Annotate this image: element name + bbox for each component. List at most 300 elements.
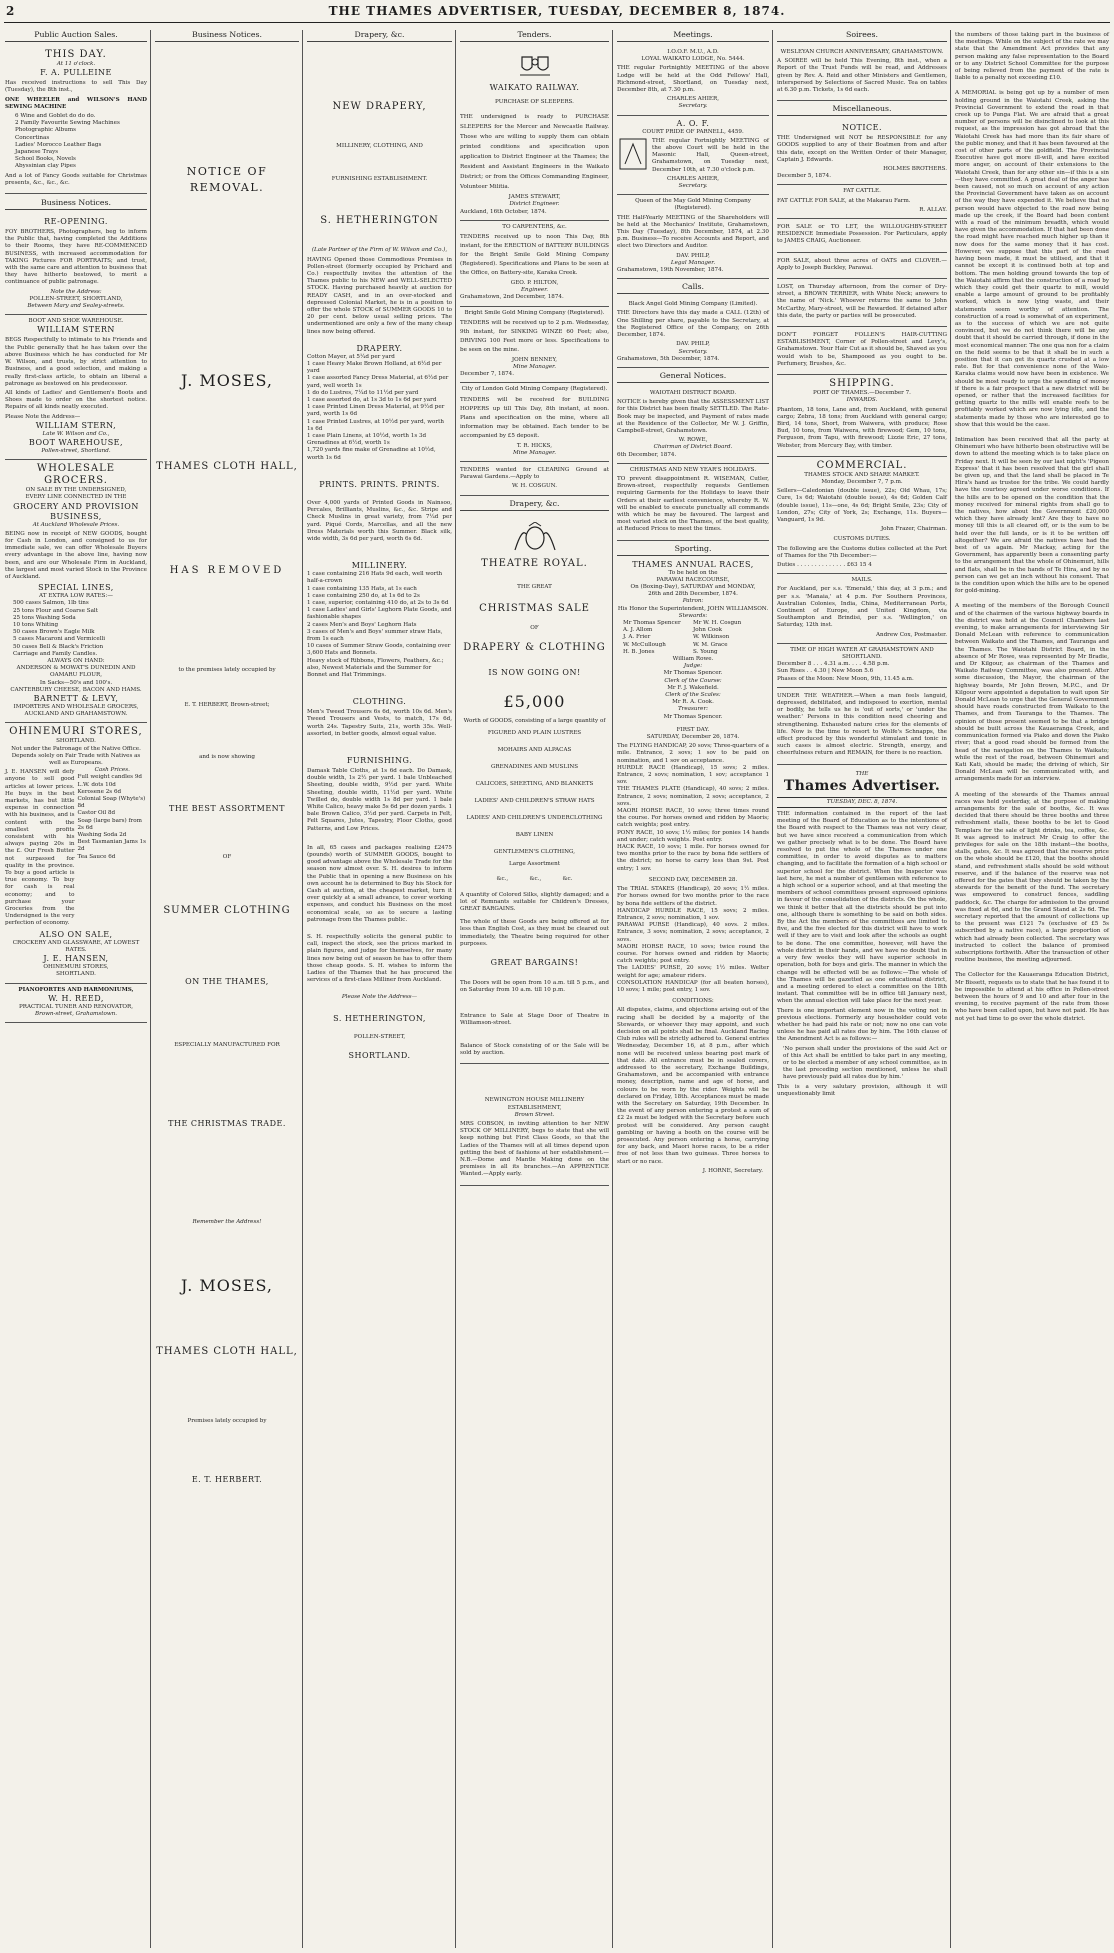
ad-title: Black Angel Gold Mining Company (Limited). bbox=[628, 301, 758, 308]
ad-line: Sun Rises . . 4.30 | New Moon 5.6 bbox=[777, 668, 874, 675]
ad-text: THE undersigned is ready to PURCHASE SLEEPERS for the Mercer and Newcastle Railway. Those who are willing to supply them can obtain printed conditions and specification upon application to District Engineer at the Thames; the Resident and Assistant Engineers in the Waikato District; or from the Offices Commanding Engineer, Volunteer Militia. bbox=[460, 114, 609, 191]
ad-title: THIS DAY. bbox=[45, 49, 107, 60]
list-item: BABY LINEN bbox=[515, 832, 554, 839]
ad-line: Brown Street. bbox=[514, 1111, 555, 1118]
foy-ad bbox=[5, 214, 147, 315]
ad-title: RE-OPENING. bbox=[44, 217, 108, 227]
ad-title: WHOLESALE GROCERS. bbox=[36, 463, 116, 487]
ad-line: OHINEMURI STORES, bbox=[43, 964, 109, 971]
coat-of-arms-icon bbox=[516, 53, 554, 79]
section-heading: Drapery, &c. bbox=[307, 30, 452, 42]
ad-text: All kinds of Ladies' and Gentlemen's Boots and Shoes made to order on the shortest notice. Repairs of all kinds neatly executed. bbox=[5, 389, 147, 411]
column-4 bbox=[457, 30, 612, 1948]
ad-line: Depends solely on Fair Trade with Natives as well as Europeans. bbox=[11, 752, 141, 767]
ad-line: Legal Manager. bbox=[670, 259, 716, 266]
ad-text: THE Half-Yearly MEETING of the Shareholders will be held at the Mechanics' Institute, Grahamstown, This Day (Tuesday), 8th December, 1874, at 2.30 p.m. Business—To receive Accounts and Report, and elect two Directors and Auditor. bbox=[617, 214, 769, 250]
item-list bbox=[5, 113, 147, 171]
ad-text: The Doors will be open from 10 a.m. till 5 p.m., and on Saturday from 10 a.m. till 10 p.m. bbox=[460, 980, 609, 994]
ad-heading: SECOND DAY, DECEMBER 28. bbox=[648, 876, 738, 883]
ad-name: R. ALLAY. bbox=[919, 206, 947, 213]
ad-line: Between Mary and Sealey-streets. bbox=[27, 303, 125, 310]
editorial-paragraph: Intimation has been received that all the party at Ohinemuri who have hitherto been obstructive will be down to attend the meeting which is to take place on Friday next. It will be seen by our last night's 'Pigeon Express' that it has been resolved that the girl shall be given up, and that the land shall be placed in Te Hira's hand as trustee for the tribe. We could hardly have the courtesy agreed under worse conditions. If the hills are to be opened on the condition that the money received for mineral rights from shall go to the natives, how about the Government £20,000 which they have already lent? Are they to have no money till this is all cleared off, or is the sum to be held over the full lands, or is it to be written off altogether? We are afraid the natives have had the best of us again. Mr Mackay, acting for the Government, has apparently been a consenting party to the arrangement that the whole of Ohinemuri, hills and flats, shall be in the hands of Te Hira, and by no person can we get an inch without his consent. That is the condition upon which the hills are to be opened for gold-mining. bbox=[955, 436, 1109, 595]
ad-line: IS NOW GOING ON! bbox=[488, 668, 581, 678]
section-heading: Business Notices. bbox=[155, 30, 299, 42]
ad-text: FOY BROTHERS, Photographers, beg to inform the Public that, having completed the Additions to their Rooms, they have RE-COMMENCED BUSINESS, with increased accommodation for TAKING Pictures FOR PORTRAITS; and trust, with the same care and attention to business that they have hitherto bestowed, to merit a continuance of public patronage. bbox=[5, 229, 147, 286]
column-rule bbox=[950, 30, 951, 1948]
ad-line: PURCHASE OF SLEEPERS. bbox=[495, 99, 574, 105]
ad-name: T. R. HICKS, bbox=[516, 442, 553, 449]
ad-line: ANDERSON & MOWAT'S DUNEDIN AND OAMARU FLOUR, bbox=[16, 665, 136, 679]
section-heading: Miscellaneous. bbox=[777, 104, 947, 116]
ad-line: POLLEN-STREET, SHORTLAND, bbox=[29, 295, 123, 302]
ad-date: 6th December, 1874. bbox=[617, 451, 677, 458]
list-item: Full weight candles 9d bbox=[77, 774, 142, 781]
residence-ad bbox=[777, 219, 947, 253]
ad-date: Grahamstown, 2nd December, 1874. bbox=[460, 294, 564, 301]
ad-heading: DRAPERY. bbox=[356, 343, 403, 353]
ad-name: BOOT WAREHOUSE, bbox=[28, 437, 124, 447]
ad-name: CHARLES AHIER, bbox=[666, 96, 720, 103]
ad-name: HOLMES BROTHERS. bbox=[883, 166, 947, 173]
list-item: A. J. Allom bbox=[623, 627, 653, 634]
ad-name: CHARLES AHIER, bbox=[666, 175, 720, 182]
list-item: Washing Soda 2d bbox=[77, 832, 127, 839]
ad-line: THE BEST ASSORTMENT bbox=[168, 803, 285, 813]
ad-line: His Honor the Superintendent, JOHN WILLIAMSON. bbox=[617, 605, 769, 612]
royal-arms-icon bbox=[512, 522, 558, 554]
section-heading: Calls. bbox=[617, 282, 769, 294]
editorial-paragraph: A meeting of the stewards of the Thames annual races was held yesterday, at the purpose of making arrangements for the sale of booths, &c. It was decided that there should be three booths and three refreshment stalls, these booths to be let to Good Templars for the sale of light drinks, tea, coffee, &c. It was agreed to instruct Mr Craig to offer the privileges for sale on the 18th instant—the booths, stalls, gates, &c. It was agreed that the reserve price on the whole should be £120, that the booths should stand, and refreshment stalls should be sold without reserve, and if the balance of the reserve was not offered for the gates that they should be taken by the stewards for the benefit of the fund. The secretary was empowered to construct fences, saddling paddock, &c. The charge for admission to the ground was fixed at 6d, and to the Grand Stand at 2s 6d. The secretary reported that the amount of collections up to the present was £121 7s (exclusive of £5 5s subscribed by a native race), a large proportion of which had already been collected. The secretary was instructed to collect the balance of promised subscriptions forthwith. After the transaction of other routine business, the meeting adjourned. bbox=[955, 791, 1109, 964]
section-heading: Tenders. bbox=[460, 30, 609, 42]
grocers-ad bbox=[5, 460, 147, 723]
lost-ad bbox=[777, 279, 947, 327]
editorial-paragraph: A meeting of the members of the Borough Council and of the chairmen of the various highway boards in the district was held at the Council Chambers last evening, to make arrangements for interviewing Sir Donald McLean with reference to communication between Waikato and the Thames, and Tauranga and the Thames. The Waiotahi District Board, in the absence of Mr Rowe, was represented by Mr Bradie, and Dr Kilgour, as chairman of the Thames and Waikato Railway Committee, was also present. After some discussion, the Mayor, the chairman of the highway boards, Mr John Brown, M.P.C., and Dr Kilgour were appointed a deputation to wait upon Sir Donald McLean to urge that the General Government should have roads constructed from Waikato to the Thames, and from Tauranga to the Thames. The opinion of those present seemed to be that a bridge should be built across the Kauaeranga Creek, and communication formed via Piako and down the Piako river; that a good road should be formed from the head of the navigation on the Thames to Waikato; while the rest of the road, between Ohinemuri and Kati Kati, should be made; the driving of which, Sir Donald McLean will be communicated with, and arrangements made for an interview. bbox=[955, 603, 1109, 783]
ad-text: BEGS Respectfully to intimate to his Friends and the Public generally that he has taken over the above Business which he has conducted for Mr W. Wilson, and trusts, by strict attention to Business, and a good selection, and making a really first-class article, to obtain an liberal a patronage as bestowed on his predecessor. bbox=[5, 337, 147, 387]
ad-line: Judge: bbox=[683, 663, 703, 670]
auction-ad bbox=[5, 46, 147, 194]
ad-heading: CUSTOMS DUTIES. bbox=[833, 536, 891, 543]
ad-line: Stewards: bbox=[678, 612, 708, 619]
ad-text: HAVING Opened those Commodious Premises in Pollen-street (formerly occupied by Prichard and Co.) respectfully invites the attention of the Thames public to his NEW and WELL-SELECTED STOCK. Having purchased heavily at auction for READY CASH, and in an over-stocked and depressed Colonial Market, he is in a position to offer the whole STOCK of SUMMER GOODS 10 to 20 per cent. below usual selling prices. The undermentioned are only a few of the many cheap lines now being offered. bbox=[307, 256, 452, 335]
ad-line: ON THE THAMES, bbox=[185, 976, 269, 986]
item-list bbox=[5, 600, 147, 658]
ad-title: CHRISTMAS AND NEW YEAR'S HOLIDAYS. bbox=[629, 466, 757, 473]
list-item: 500 cases Salmon, 1lb tins bbox=[13, 600, 89, 607]
list-item: Soap (large bars) from 2s 6d bbox=[77, 817, 142, 831]
column-rule bbox=[455, 30, 456, 1948]
two-col-block bbox=[5, 767, 147, 929]
ad-line: POLLEN-STREET, bbox=[353, 1033, 406, 1040]
wesleyan-ad bbox=[777, 46, 947, 101]
ad-title: I.O.O.F. M.U., A.D. bbox=[667, 49, 719, 55]
ad-name: WILLIAM STERN bbox=[37, 325, 115, 335]
ad-text: THE Directors have this day made a CALL (12th) of One Shilling per share, payable to the Secretary, at the Registered Office of the Company, on 26th December, 1874. bbox=[617, 310, 769, 339]
ad-line: Monday, December 7, 7 p.m. bbox=[821, 478, 903, 485]
ad-text: Over 4,000 yards of Printed Goods in Nainsoo, Percales, Brilliants, Muslins, &c., &c. Stripe and Check Muslins in great variety, from 7¼d per yard. Piqué Cords, Marcellas, and all the new Dress Materials worth this Summer. Black silk, wide width, 3s 6d per yard, worth 6s 6d. bbox=[307, 499, 452, 542]
section-heading: Business Notices. bbox=[5, 198, 147, 210]
ad-line: SUMMER CLOTHING bbox=[163, 904, 291, 916]
editorial-paragraph: There is one important element now in the voting not in previous elections. Formerly any householder could vote whether he had paid his rate or not; now no one can vote unless he has paid all rates due by him. The 16th clause of the Amendment Act is as follows:— bbox=[777, 1007, 947, 1043]
ad-line: and is now showing bbox=[199, 754, 255, 761]
list-item: Japanese Trays bbox=[15, 149, 59, 156]
ad-text: FOR SALE or TO LET, the WILLOUGHBY-STREET RESIDENCE Immediate Possession. For Particulars, apply to JAMES CRAIG, Auctioneer. bbox=[777, 224, 947, 245]
list-item: 1 case Heavy Make Brown Holland, at 6½d per yard bbox=[307, 361, 442, 375]
list-item: W. M. Grace bbox=[693, 641, 728, 648]
ad-text: BEING now in receipt of NEW GOODS, bought for Cash in London, and consigned to us for immediate sale, we can offer Wholesale Buyers every advantage in the above line, having now been, and are our Wholesale Firm in Auckland, the largest and most varied Stock in the Province of Auckland. bbox=[5, 530, 147, 580]
ad-line: E. T. HERBERT, Brown-street; bbox=[184, 702, 270, 709]
ad-heading: MILLINERY. bbox=[351, 561, 408, 571]
list-item: 1 do do Lustres, 7¼d to 11½d per yard bbox=[307, 389, 419, 396]
ad-line: Secretary. bbox=[678, 183, 708, 190]
ad-text: All disputes, claims, and objections arising out of the racing shall be decided by a majority of the Stewards, or whoever they may appoint, and such decision on all points shall be final. Auckland Racing Club rules will be strictly adhered to. General entries Wednesday, December 16, at 8 p.m., after which none will be received unless bearing post mark of that date. All entrance must be in sealed covers, addressed to the secretary, Exchange Buildings, Grahamstown, and be accompanied with entrance money, description, name and age of horse, and colours to be worn by the rider. Weights will be declared on Friday, 18th. Acceptances must be made with the Secretary on Saturday, 19th December. In the event of any person entering a protest a sum of £2 2s must be lodged with the Secretary before such protest will be considered. Any person caught gambling or having a booth on the course will be prosecuted. Any person entering a horse, carrying for any back, and Maori horse races, to be a rider free of not less than two guineas. Three horses to start or no race. bbox=[617, 1007, 769, 1165]
ad-line: ALWAYS ON HAND: bbox=[47, 657, 105, 664]
theatre-sale-ad bbox=[460, 515, 609, 1065]
ad-line: MILLINERY, CLOTHING, AND bbox=[336, 143, 423, 149]
ad-title: PIANOFORTES AND HARMONIUMS, bbox=[18, 986, 134, 993]
list-item: 10 cases of Summer Straw Goods, containing over 3,600 Hats and Bonnets. bbox=[307, 643, 451, 657]
queen-may-ad bbox=[617, 195, 769, 279]
ad-title: THEATRE ROYAL. bbox=[481, 557, 588, 569]
column-5 bbox=[614, 30, 772, 1948]
ad-line: FURNISHING ESTABLISHMENT. bbox=[331, 176, 428, 183]
ad-text: J. E. HANSEN will defy anyone to sell good articles at lower prices. He buys in the best markets, has but little expense in connection with his business, and is content with the smallest profits consistent with his always paying 20s in the £. Our Fresh Butter not surpassed for quality in the province. To buy a good article is true economy. To buy for cash is real economy; and to purchase your Groceries from the Undersigned is the very perfection of economy. bbox=[5, 769, 75, 927]
list-item: 6 Wine and Goblet do do do. bbox=[15, 113, 96, 120]
ad-line: District Engineer. bbox=[509, 201, 560, 208]
list-item: Cash Prices. bbox=[94, 767, 130, 774]
ad-heading: FURNISHING. bbox=[346, 755, 413, 765]
ad-name: S. HETHERINGTON bbox=[320, 215, 439, 227]
list-item: Heavy stock of Ribbons, Flowers, Feathers, &c.; also, Newest Materials and the Summer for Bonnet and Hat Trimmings. bbox=[307, 657, 444, 678]
ad-line: Patron: bbox=[682, 598, 704, 605]
ad-line: Brown-street, Grahamstown. bbox=[34, 1010, 118, 1017]
two-col-block bbox=[617, 136, 769, 176]
column-rule bbox=[612, 30, 613, 1948]
column-7 bbox=[952, 30, 1112, 1948]
ad-line: SHORTLAND. bbox=[56, 971, 96, 978]
ad-text: Damask Table Cloths, at 1s 6d each. Do Damask, double width, 1s 2½ per yard. 1 bale Unbleached Sheeting, double width, 9½d per yard. White Sheeting, double width, 11½d per yard. White Twilled do, double width 1s 8d per yard. 1 bale White Calico, heavy make 5s 6d per dozen yards. 1 bale Brown Calico, 3½d per yard. Carpets in Felt, Felt Squares, Jutes, Tapestry, Floor Cloths, good Patterns, and Low Prices. bbox=[307, 767, 452, 832]
ad-line: THAMES STOCK AND SHARE MARKET. bbox=[804, 471, 920, 478]
list-item: 50 cases Bell & Black's Friction bbox=[13, 643, 104, 650]
section-heading: Sporting. bbox=[617, 544, 769, 556]
ad-text: FAT CATTLE FOR SALE, at the Makarau Farm. bbox=[777, 197, 911, 204]
list-item: LADIES' AND CHILDREN'S UNDERCLOTHING bbox=[466, 815, 603, 822]
aof-ad bbox=[617, 116, 769, 196]
ad-line: SHORTLAND. bbox=[56, 738, 96, 745]
ad-text: THE regular Fortnightly MEETING of the above Court will be held in the Masonic Hall, Queen-street, Grahamstown, on Tuesday next, December 10th, at 7.30 o'clock p.m. bbox=[652, 137, 769, 173]
column-2 bbox=[152, 30, 302, 1948]
editorial bbox=[777, 811, 947, 1098]
ad-text: TENDERS will be received for BUILDING HOPPERS up till This Day, 8th instant, at noon. Plans and specification on the mine, where all information may be obtained. Each tender to be accompanied by £5 deposit. bbox=[460, 396, 609, 439]
list-item: 1 case containing 216 Hats 9d each, well worth half-a-crown bbox=[307, 571, 443, 585]
ad-line: OF bbox=[530, 624, 539, 631]
editorial-quote: 'No person shall under the provisions of the said Act or of this Act shall be entitled to take part in any meeting, or to be elected a member of any school committee, as in the last preceding section mentioned, unless he shall have previously paid all rates due by him.' bbox=[783, 1045, 947, 1081]
ad-title: NOTICE OF REMOVAL. bbox=[186, 165, 268, 194]
ad-date: December 5, 1874. bbox=[777, 173, 832, 180]
ad-line: Chairman of District Board. bbox=[653, 444, 733, 451]
ad-name: W. ROWE, bbox=[678, 437, 708, 444]
column-1 bbox=[2, 30, 150, 1948]
ad-line: Mr R. A. Cook. bbox=[672, 699, 714, 706]
ad-title: COMMERCIAL. bbox=[816, 459, 908, 471]
ad-name: THAMES CLOTH HALL, bbox=[156, 461, 298, 472]
list-item: 50 cases Brown's Eagle Milk bbox=[13, 629, 95, 636]
ad-line: At Auckland Wholesale Prices. bbox=[32, 521, 120, 528]
ad-text: DON'T FORGET FOLLEN'S HAIR-CUTTING ESTABLISHMENT, Corner of Pollen-street and Levy's, Grahamstown. Your Hair Cut as it should be, Shaved as you would wish to be, Shampooed as you ought to be. Perfumery, Brushes, &c. bbox=[777, 332, 947, 367]
list-item: 25 tons Washing Soda bbox=[13, 614, 76, 621]
races-ad bbox=[617, 560, 769, 1175]
list-item: 5 cases Macaroni and Vermicelli bbox=[13, 636, 106, 643]
item-list bbox=[307, 354, 452, 462]
ad-line: (Late Partner of the Firm of W. Wilson and Co.), bbox=[311, 247, 448, 254]
list-item: 1 case Ladies' and Girls' Leghorn Plate Goods, and fashionable shapes bbox=[307, 607, 452, 621]
editorial-paragraph: THE information contained in the report of the last meeting of the Board of Education as to the intentions of the Board with respect to the Thames was not very clear, but we have since received a communication from which we gather precisely what is to be done. The Board have resolved to put the whole of the Thames under one committee, in order to avoid disputes as to matters changing, and to facilitate the formation of a high school or superior school for the district. When the Inspector was last here, he met a number of gentlemen with reference to a high school or a superior school, and at that meeting the members of school committees present expressed opinions in favour of the consolidation of the districts. On the whole, we think it better that all the districts should be put into one, although there is something to be said on both sides. By the Act the members of the committees are limited to five, and the five elected for this district will have to work well if they are to visit and look after the schools as ought to be done. The one committee, however, will have the whole district in their hands, and we have no doubt that in a very few weeks they will have superior schools in operation, both for boys and girls. The manner in which the change will be effected will be as follows:—The whole of the Thames will be gazetted as one educational district, and a meeting ordered to elect a committee on the 18th instant. That committee will be in office till January next, when the annual election will take place for the next year. bbox=[777, 811, 947, 1005]
ad-date: Auckland, 16th October, 1874. bbox=[460, 208, 547, 215]
ad-text: In all, 65 cases and packages realising £2475 (pounds) worth of SUMMER GOODS, bought to good advantage above the Wholesale Trade for the season now almost over. S. H. desires to inform the Public that in opening a new Business on his own account he is determined to Buy his Stock for Cash at auction, at the cheapest market, turn it over quickly at a small advance, to cover working expenses, and conduct his Business on the most economical scale, so as to secure a lasting patronage from the Thames public. bbox=[307, 844, 452, 923]
list-item: 1 case assorted Fancy Dress Material, at 6½d per yard, well worth 1s bbox=[307, 375, 449, 389]
ad-name: S. HETHERINGTON, bbox=[333, 1013, 426, 1023]
list-item: 3 cases of Men's and Boys' summer straw Hats, from 1s each bbox=[307, 628, 443, 642]
ad-line: THE bbox=[855, 770, 869, 777]
ad-text: NOTICE is hereby given that the ASSESSMENT LIST for this District has been finally SETTLED. The Rate-Book may be inspected, and Payment of rates made at the Residence of the Collector, Mr W. J. Griffin, Campbell-street, Grahamstown. bbox=[617, 399, 769, 434]
ad-line: On (Boxing-Day), SATURDAY and MONDAY, bbox=[630, 583, 756, 590]
ad-text: TO prevent disappointment R. WISEMAN, Cutler, Brown-street, respectfully requests Gentlemen requiring Garments for the Holidays to leave their Orders at their earliest convenience, whereby R. W. will be enabled to execute punctually all commands with which he may be favoured. The largest and most varied stock on the Thames, of the best quality, at Reduced Prices to meet the times. bbox=[617, 475, 769, 533]
ad-text: Sellers—Caledonian (double issue), 22s; Old Whau, 17s; Cure, 1s 6d; Waiotahi (double issue), 4s 6d; Golden Calf (double issue), 11s—one, 4s 6d; Bright Smile, 23s; City of London, 27s; City of York, 2s; Exchange, 11s. Buyers—Vanguard, 1s 9d. bbox=[777, 488, 947, 523]
list-item: 1 case Printed Linen Dress Material, at 9½d per yard, worth 1s 6d bbox=[307, 404, 445, 418]
ad-line: Secretary. bbox=[678, 348, 708, 355]
ad-line: In Sacks—50's and 100's. bbox=[39, 679, 113, 686]
list-item: L.W. dots 10d bbox=[77, 781, 116, 788]
masthead-rule bbox=[4, 22, 1110, 23]
ad-title: Queen of the May Gold Mining Company (Registered). bbox=[635, 198, 751, 212]
list-item: CALICOES, SHEETING, AND BLANKETS bbox=[475, 781, 594, 788]
ad-name: J. MOSES, bbox=[181, 1276, 273, 1296]
ad-name: J. HORNE, Secretary. bbox=[702, 1167, 763, 1174]
ad-line: Secretary. bbox=[678, 103, 708, 110]
high-water-section bbox=[777, 644, 947, 688]
ad-text: Has received instructions to sell This Day (Tuesday), the 8th inst., bbox=[5, 80, 147, 94]
page-number: 2 bbox=[6, 4, 15, 18]
list-item: 1 case, superior, containing 410 do, at 2s to 3s 6d bbox=[307, 599, 449, 606]
item-list bbox=[460, 725, 609, 861]
ad-title: MAILS. bbox=[851, 577, 873, 584]
editorial-paragraph: A MEMORIAL is being got up by a number of men holding ground in the Waiotahi Creek, asking the Provincial Government to extend the road in that creek up to Punga Flat. We are afraid that a great number of persons will be disinclined to look at this request, as the impression has got abroad that the Waiotahi Creek has had more than its fair share of the public money, and that it has been favoured at the cost of other parts of the goldfield. The Provincial Executive have got more ill-will, and have excited more anger, on account of their extensions to the Waiotahi Creek, than for any other sin—if this is a sin—they have committed. A great deal of the anger has been caused, not so much on account of any action the Provincial Government have taken as on account of the way they have expended it. We believe that no person would have objected to the road now being made up the creek, if the Board had been content with a road of the minimum breadth, which would have given the accommodation. If that had been done the road might have reached much higher up than it now does for the same money that it has cost. However, we suppose that this part of the road having been made, it must be utilised, and that it cannot be except it is continued both at top and bottom. The men holding ground towards the top of the Waiotahi affirm that the construction of a road by which they could get their quartz to mill, would enable a large amount of ground to be profitably worked, which is now lying waste, and their statements seem worthy of attention. The construction of a road is somewhat of an experiment, as to the success of which we are not quite convinced, but we do not think there will be any doubt that it should be carried through, if done in the most economical manner. The one qua non for a claim on the field seems to be that it shall be in such a position that it can get its quartz crushed at a low rate. But for that convenience none of the Waio-Karaka claims would now have been in existence. We should be most ready to urge the spending of money if there is a fair prospect that a new district will be opened, or rather that the increased facilities for getting quartz to the mills will enable reefs to be profitably worked which are now lying idle, and the statements made by those who are interested go to show that this would be the case. bbox=[955, 90, 1109, 428]
london-ad bbox=[460, 383, 609, 462]
ad-line: PRACTICAL TUNER AND RENOVATOR, bbox=[18, 1003, 134, 1010]
oats-ad bbox=[777, 253, 947, 279]
clearing-ad bbox=[460, 462, 609, 496]
ad-line: Remember the Address! bbox=[192, 1219, 262, 1226]
ad-line: Phases of the Moon: New Moon, 9th, 11.45 a.m. bbox=[777, 675, 914, 682]
list-item: 2 cases Men's and Boys' Leghorn Hats bbox=[307, 621, 417, 628]
ad-heading: PRINTS. PRINTS. PRINTS. bbox=[319, 479, 440, 489]
ad-title: TIME OF HIGH WATER AT GRAHAMSTOWN AND SHORTLAND. bbox=[790, 646, 934, 660]
list-item: 1 case Plain Linens, at 10½d, worth 1s 3d bbox=[307, 433, 427, 440]
ad-line: AT EXTRA LOW RATES:— bbox=[39, 593, 113, 600]
ad-line: Mine Manager. bbox=[513, 364, 556, 371]
district-board-ad bbox=[617, 387, 769, 464]
item-list bbox=[307, 571, 452, 679]
ad-name: W. H. REED, bbox=[48, 993, 104, 1003]
ad-text: ONE WHEELER and WILSON'S HAND SEWING MACHINE bbox=[5, 96, 147, 110]
list-item: Grenadines at 6½d, worth 1s bbox=[307, 440, 390, 447]
stewards-list bbox=[617, 620, 769, 656]
ad-line: To be held on the bbox=[668, 569, 718, 576]
ad-line: IMPORTERS AND WHOLESALE GROCERS, bbox=[13, 704, 139, 710]
ad-text: Men's Tweed Trousers 6s 6d, worth 10s 6d. Men's Tweed Trousers and Vests, to match, 17s 6d, worth 24s. Tapestry Suits, 21s, worth 35s. Well-assorted, in better goods, almost equal value. bbox=[307, 709, 452, 737]
ad-line: Not under the Patronage of the Native Office. bbox=[11, 745, 141, 752]
newington-ad bbox=[460, 1094, 609, 1185]
ad-text: Entrance to Sale at Stage Door of Theatre in Williamson-street. bbox=[460, 1012, 609, 1026]
ad-title: A. O. F. bbox=[676, 118, 710, 128]
list-item: FIGURED AND PLAIN LUSTRES bbox=[487, 730, 582, 737]
ad-heading: FIRST DAY. bbox=[676, 726, 710, 733]
list-item: Colonial Soap (Whyte's) 8d bbox=[77, 796, 146, 810]
list-item: John Cook bbox=[693, 627, 722, 634]
list-item: GENTLEMEN'S CLOTHING, bbox=[493, 849, 576, 856]
ad-text: TENDERS received up to noon This Day, 8th instant, for the ERECTION of BATTERY BUILDINGS for the Bright Smile Gold Mining Company (Registered). Specifications and Plans to be seen at the Office, on Battery-site, Karaka Creek. bbox=[460, 234, 609, 277]
ad-text: THE regular Fortnightly MEETING of the above Lodge will be held at the Odd Fellows' Hall, Richmond-street, Shortland, on Tuesday next, December 8th, at 7.30 p.m. bbox=[617, 65, 769, 94]
page-title: THE THAMES ADVERTISER, TUESDAY, DECEMBER 8, 1874. bbox=[328, 4, 786, 18]
list-item: 1 case assorted do, at 1s 3d to 1s 6d per yard bbox=[307, 397, 437, 404]
holidays-ad bbox=[617, 464, 769, 541]
ad-line: Please Note the Address— bbox=[5, 413, 81, 420]
ad-title: NEWINGTON HOUSE MILLINERY ESTABLISHMENT, bbox=[484, 1097, 585, 1111]
ad-line: CROCKERY AND GLASSWARE, AT LOWEST RATES. bbox=[12, 939, 140, 953]
list-item: GRENADINES AND MUSLINS bbox=[490, 764, 579, 771]
ad-text: The following are the Customs duties collected at the Port of Thames for the 7th December:— bbox=[777, 545, 947, 559]
editorial-paragraph: the numbers of those taking part in the business of the meetings. While on the subject of the rate we may state that the Amendment Act provides that any person making any false representation to the Board or to any District School Committee for the purpose of being relieved from the payment of the rate is liable to a penalty not exceeding £10. bbox=[955, 32, 1109, 82]
list-item: Abyssinian clay Pipes bbox=[15, 163, 76, 170]
ad-line: Clerk of the Course: bbox=[664, 677, 722, 684]
list-item: J. A. Frier bbox=[623, 634, 651, 641]
ad-line: EVERY LINE CONNECTED IN THE bbox=[25, 494, 127, 501]
section-heading: Public Auction Sales. bbox=[5, 30, 147, 42]
ad-date: December 7, 1874. bbox=[460, 371, 515, 378]
ad-title: THAMES ANNUAL RACES, bbox=[632, 559, 754, 569]
ad-text: UNDER THE WEATHER.—When a man feels languid, depressed, debilitated, and indisposed to exertion, mental or bodily, he tells us he is 'out of sorts,' or 'under the weather.' Persons in this condition need cheering and strengthening. Exhausted nature cries for the elements of life. Now is the time to resort to Wolfe's Schnapps, the effect produced by this wonderful stimulant and tonic in such cases is almost electric. Strength, energy, and cheerfulness return and REMAIN, for there is no reaction. bbox=[777, 692, 947, 757]
ad-text: The whole of these Goods are being offered at for less than English Cost, as they must be cleared out immediately, the Theatre being required for other purposes. bbox=[460, 919, 609, 947]
forester-emblem-icon bbox=[617, 136, 649, 172]
list-item: William Rowe. bbox=[672, 656, 714, 662]
ad-title: FAT CATTLE. bbox=[843, 188, 881, 195]
editorial-paragraph: This is a very salutary provision, although it will unquestionably limit bbox=[777, 1083, 947, 1097]
list-item: 1,720 yards fine make of Grenadine at 10½d, worth 1s 6d bbox=[307, 447, 436, 461]
ad-line: Please Note the Address— bbox=[341, 994, 418, 1001]
ad-line: ALSO ON SALE, bbox=[39, 929, 113, 939]
ohinemuri-ad bbox=[5, 723, 147, 983]
list-item: 1 case containing 135 Hats, at 1s each bbox=[307, 585, 417, 592]
ad-line: LOYAL WAIKATO LODGE, No. 5444. bbox=[641, 56, 745, 63]
ad-text: THE Undersigned will NOT be RESPONSIBLE for any GOODS supplied to any of their Boatmen from and after this date, except on the Written Order of their Manager, Captain J. Edwards. bbox=[777, 135, 947, 163]
ad-name: WILLIAM STERN, bbox=[35, 420, 117, 430]
ad-line: Late W. Wilson and Co., bbox=[42, 430, 110, 437]
section-heading: Drapery, &c. bbox=[460, 499, 609, 511]
ad-name: John Frazer, Chairman. bbox=[880, 526, 947, 533]
ad-title: BOOT AND SHOE WAREHOUSE. bbox=[28, 318, 124, 325]
ad-line: Worth of GOODS, consisting of a large quantity of bbox=[463, 718, 606, 725]
ad-text: And a lot of Fancy Goods suitable for Christmas presents, &c., &c., &c. bbox=[5, 172, 147, 186]
list-item: Ladies' Morocco Leather Bags bbox=[15, 141, 102, 148]
ad-line: AUCKLAND AND GRAHAMSTOWN. bbox=[24, 711, 128, 718]
ad-text: Balance of Stock consisting of or the Sale will be sold by auction. bbox=[460, 1042, 609, 1057]
holmes-notice bbox=[777, 120, 947, 185]
list-item: W. McCullough bbox=[623, 641, 666, 648]
ad-text: For Auckland, per s.s. 'Emerald,' this day, at 3 p.m.; and per s.s. 'Manaia,' at 4 p.m. For Southern Provinces, Australian Colonies, India, China, Mediterranean Ports, Continent of Europe, and United Kingdom, via Southampton and Brindisi, per s.s. 'Wellington,' on Saturday, 12th inst. bbox=[777, 586, 947, 629]
list-item: Tea Sauce 6d bbox=[77, 853, 116, 860]
editorial-header bbox=[777, 771, 947, 808]
ad-text: FOR SALE, about three acres of OATS and CLOVER.—Apply to Joseph Buckley, Parawai. bbox=[777, 257, 947, 271]
column-rule bbox=[150, 30, 151, 1948]
list-item: School Books, Novels bbox=[15, 156, 76, 163]
mails-section bbox=[777, 574, 947, 644]
list-item: Kerosene 2s 6d bbox=[77, 788, 122, 795]
ad-text: A quantity of Colored Silks, slightly damaged; and a lot of Remnants suitable for Children's Dresses, GREAT BARGAINS. bbox=[460, 891, 609, 913]
ad-name: Andrew Cox, Postmaster. bbox=[875, 631, 947, 638]
ad-heading: CLOTHING. bbox=[352, 697, 407, 707]
ad-line: GREAT BARGAINS! bbox=[490, 958, 579, 968]
list-item: Photographic Albums bbox=[15, 127, 77, 134]
list-item: W. Wilkinson bbox=[693, 634, 730, 641]
ad-line: CHRISTMAS SALE bbox=[479, 602, 590, 614]
ad-line: &c., &c., &c. bbox=[496, 876, 573, 883]
price-list bbox=[78, 767, 148, 929]
ad-line: Mine Manager. bbox=[513, 449, 556, 456]
ad-amount: £5,000 bbox=[503, 692, 566, 712]
ad-text: S. H. respectfully solicits the general public to call, inspect the stock, see the prices marked in plain figures, and judge for themselves, for many lines now being out of season he has to offer them those cheap goods. S. H. wishes to inform the Ladies of the Thames that he has procured the services of a first-class Milliner from Auckland. bbox=[307, 934, 452, 984]
column-3 bbox=[304, 30, 455, 1948]
ad-line: DRAPERY & CLOTHING bbox=[463, 642, 606, 654]
ad-line: GROCERY AND PROVISION BUSINESS, bbox=[13, 501, 139, 521]
ad-name: BARNETT & LEVY, bbox=[33, 694, 119, 703]
carpenters-ad bbox=[460, 221, 609, 307]
ad-line: Large Assortment bbox=[509, 861, 560, 868]
black-angel-ad bbox=[617, 298, 769, 368]
ad-name: E. T. HERBERT. bbox=[191, 1475, 263, 1485]
list-item: Cotton Mayer, at 5¼d per yard bbox=[307, 353, 395, 360]
ad-line: HAS REMOVED bbox=[169, 565, 285, 576]
ad-name: J. MOSES, bbox=[181, 371, 273, 390]
ad-line: OF bbox=[222, 853, 232, 860]
commercial-section bbox=[777, 457, 947, 574]
section-heading: Soirees. bbox=[777, 30, 947, 42]
ad-text: LOST, on Thursday afternoon, from the corner of Dry-street, a BROWN TERRIER, with White Neck; answers to the name of 'Nick.' Whoever returns the same to John McCarthy, Mary-street, will be Rewarded. If detained after this date, the party or parties will be prosecuted. bbox=[777, 284, 947, 319]
ad-line: Treasurer: bbox=[677, 706, 709, 713]
railway-ad bbox=[460, 46, 609, 221]
ad-name: GEO. P. HILTON, bbox=[510, 280, 559, 287]
list-item: MOHAIRS AND ALPACAS bbox=[497, 747, 572, 754]
ad-name: JAMES STEWART, bbox=[508, 194, 561, 201]
ad-title: OHINEMURI STORES, bbox=[9, 726, 143, 738]
list-item: LADIES' AND CHILDREN'S STRAW HATS bbox=[474, 798, 595, 805]
ad-name: JOHN BENNEY, bbox=[511, 356, 558, 363]
ad-line: SATURDAY, December 26, 1874. bbox=[646, 734, 740, 741]
editorial-date: TUESDAY, DEC. 8, 1874. bbox=[777, 797, 947, 808]
ad-name: F. A. PULLEINE bbox=[40, 68, 112, 78]
ad-line: Mr F. J. Wakefield. bbox=[667, 684, 719, 691]
shipping-section bbox=[777, 375, 947, 457]
ad-line: 26th and 28th December, 1874. bbox=[648, 591, 738, 598]
stern-ad bbox=[5, 315, 147, 460]
column-rule bbox=[302, 30, 303, 1948]
ad-name: THAMES CLOTH HALL, bbox=[156, 1346, 298, 1358]
ad-line: At 11 o'clock. bbox=[56, 61, 96, 67]
ad-text: MRS COBSON, in inviting attention to her NEW STOCK OF MILLINERY, begs to state that she will keep nothing but First Class Goods, so that the Ladies of the Thames will at all times depend upon getting the best of fashions at her establishment.—N.B.—Dome and Mantle Making done on the premises in all its branches.—An APPRENTICE Wanted.—Apply early. bbox=[460, 1120, 609, 1178]
ad-line: ESPECIALLY MANUFACTURED FOR bbox=[174, 1041, 280, 1048]
list-item: 25 tons Flour and Coarse Salt bbox=[13, 607, 98, 614]
fat-cattle-ad bbox=[777, 185, 947, 219]
ad-text: TENDERS wanted for CLEARING Ground at Parawai Gardens.—Apply to bbox=[460, 467, 609, 481]
list-item: Mr Thomas Spencer bbox=[623, 619, 681, 626]
